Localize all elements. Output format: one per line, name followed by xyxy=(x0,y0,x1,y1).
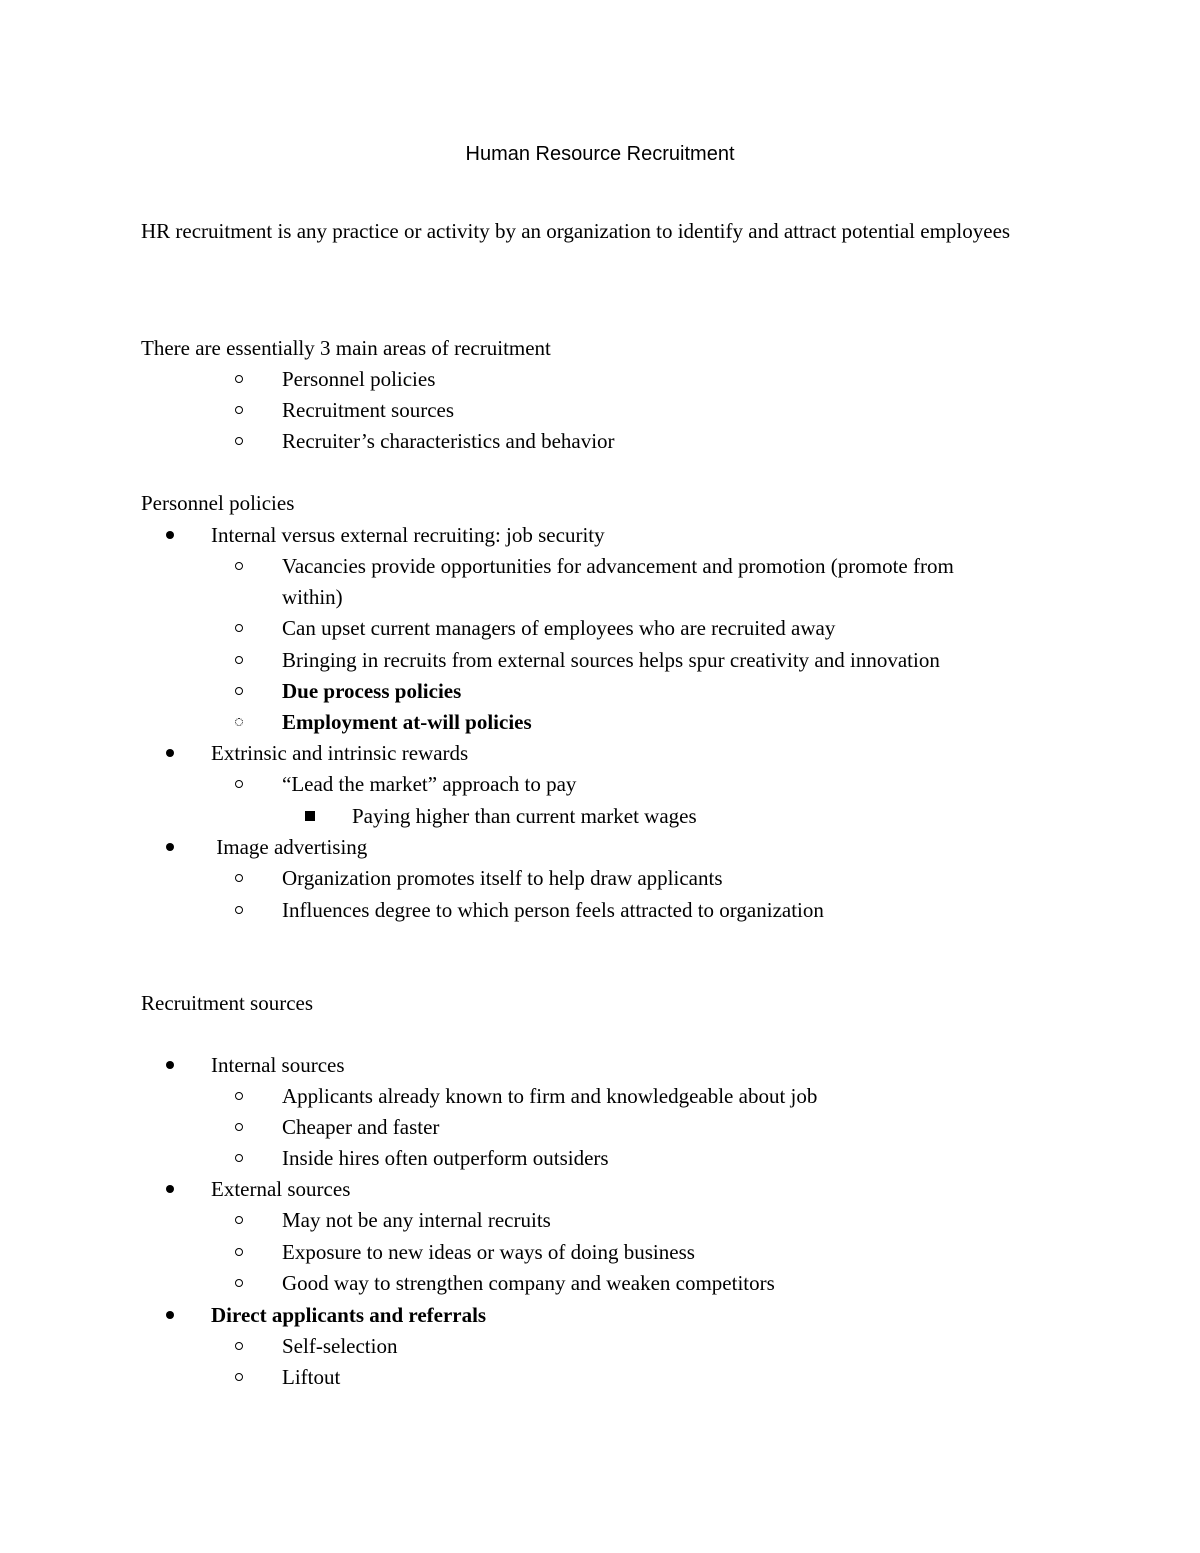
list-item: External sources xyxy=(211,1177,351,1201)
circle-bullet-icon xyxy=(235,624,243,632)
list-subitem: Bringing in recruits from external sources helps spur creativity and innovation xyxy=(282,648,940,672)
list-subsubitem: Paying higher than current market wages xyxy=(352,804,697,828)
disc-bullet-icon xyxy=(166,1061,174,1069)
disc-bullet-icon xyxy=(166,843,174,851)
list-subitem: Organization promotes itself to help draw applicants xyxy=(282,866,723,890)
list-subitem: Liftout xyxy=(282,1365,341,1389)
list-subitem: Due process policies xyxy=(282,679,462,703)
disc-bullet-icon xyxy=(166,531,174,539)
circle-bullet-icon xyxy=(235,1373,243,1381)
circle-bullet-icon xyxy=(235,1123,243,1131)
list-subitem: May not be any internal recruits xyxy=(282,1208,551,1232)
list-subitem: Self-selection xyxy=(282,1334,398,1358)
list-item: Internal versus external recruiting: job security xyxy=(211,523,605,547)
intro-item: Recruiter’s characteristics and behavior xyxy=(282,429,615,453)
list-item: Direct applicants and referrals xyxy=(211,1303,487,1327)
list-item: Image advertising xyxy=(211,835,368,859)
circle-bullet-icon xyxy=(235,562,243,570)
circle-bullet-icon xyxy=(235,656,243,664)
circle-bullet-icon xyxy=(235,1154,243,1162)
disc-bullet-icon xyxy=(166,1185,174,1193)
list-subitem: Good way to strengthen company and weaken competitors xyxy=(282,1271,775,1295)
definition-paragraph: HR recruitment is any practice or activity by an organization to identify and attract potential employees xyxy=(141,219,1011,243)
circle-bullet-icon xyxy=(235,406,243,414)
circle-bullet-icon xyxy=(235,718,243,726)
disc-bullet-icon xyxy=(166,749,174,757)
list-subitem: Vacancies provide opportunities for advancement and promotion (promote from xyxy=(282,554,954,578)
square-bullet-icon xyxy=(305,811,315,821)
intro-item: Personnel policies xyxy=(282,367,436,391)
list-subitem: Cheaper and faster xyxy=(282,1115,440,1139)
list-subitem: Can upset current managers of employees who are recruited away xyxy=(282,616,836,640)
circle-bullet-icon xyxy=(235,874,243,882)
list-subitem: “Lead the market” approach to pay xyxy=(282,772,577,796)
list-subitem: Employment at-will policies xyxy=(282,710,532,734)
intro-heading: There are essentially 3 main areas of recruitment xyxy=(141,336,551,360)
circle-bullet-icon xyxy=(235,1248,243,1256)
intro-item: Recruitment sources xyxy=(282,398,455,422)
list-subitem: Applicants already known to firm and knowledgeable about job xyxy=(282,1084,818,1108)
circle-bullet-icon xyxy=(235,437,243,445)
circle-bullet-icon xyxy=(235,1279,243,1287)
sources-heading: Recruitment sources xyxy=(141,991,314,1015)
document-title: Human Resource Recruitment xyxy=(465,143,735,165)
circle-bullet-icon xyxy=(235,687,243,695)
personnel-heading: Personnel policies xyxy=(141,491,295,515)
circle-bullet-icon xyxy=(235,906,243,914)
list-item: Extrinsic and intrinsic rewards xyxy=(211,741,469,765)
list-item: Internal sources xyxy=(211,1053,345,1077)
list-subitem: Exposure to new ideas or ways of doing business xyxy=(282,1240,695,1264)
disc-bullet-icon xyxy=(166,1311,174,1319)
circle-bullet-icon xyxy=(235,1342,243,1350)
circle-bullet-icon xyxy=(235,1216,243,1224)
list-subitem-continuation: within) xyxy=(282,585,343,609)
circle-bullet-icon xyxy=(235,780,243,788)
list-subitem: Influences degree to which person feels attracted to organization xyxy=(282,898,824,922)
circle-bullet-icon xyxy=(235,1092,243,1100)
list-subitem: Inside hires often outperform outsiders xyxy=(282,1146,609,1170)
circle-bullet-icon xyxy=(235,375,243,383)
